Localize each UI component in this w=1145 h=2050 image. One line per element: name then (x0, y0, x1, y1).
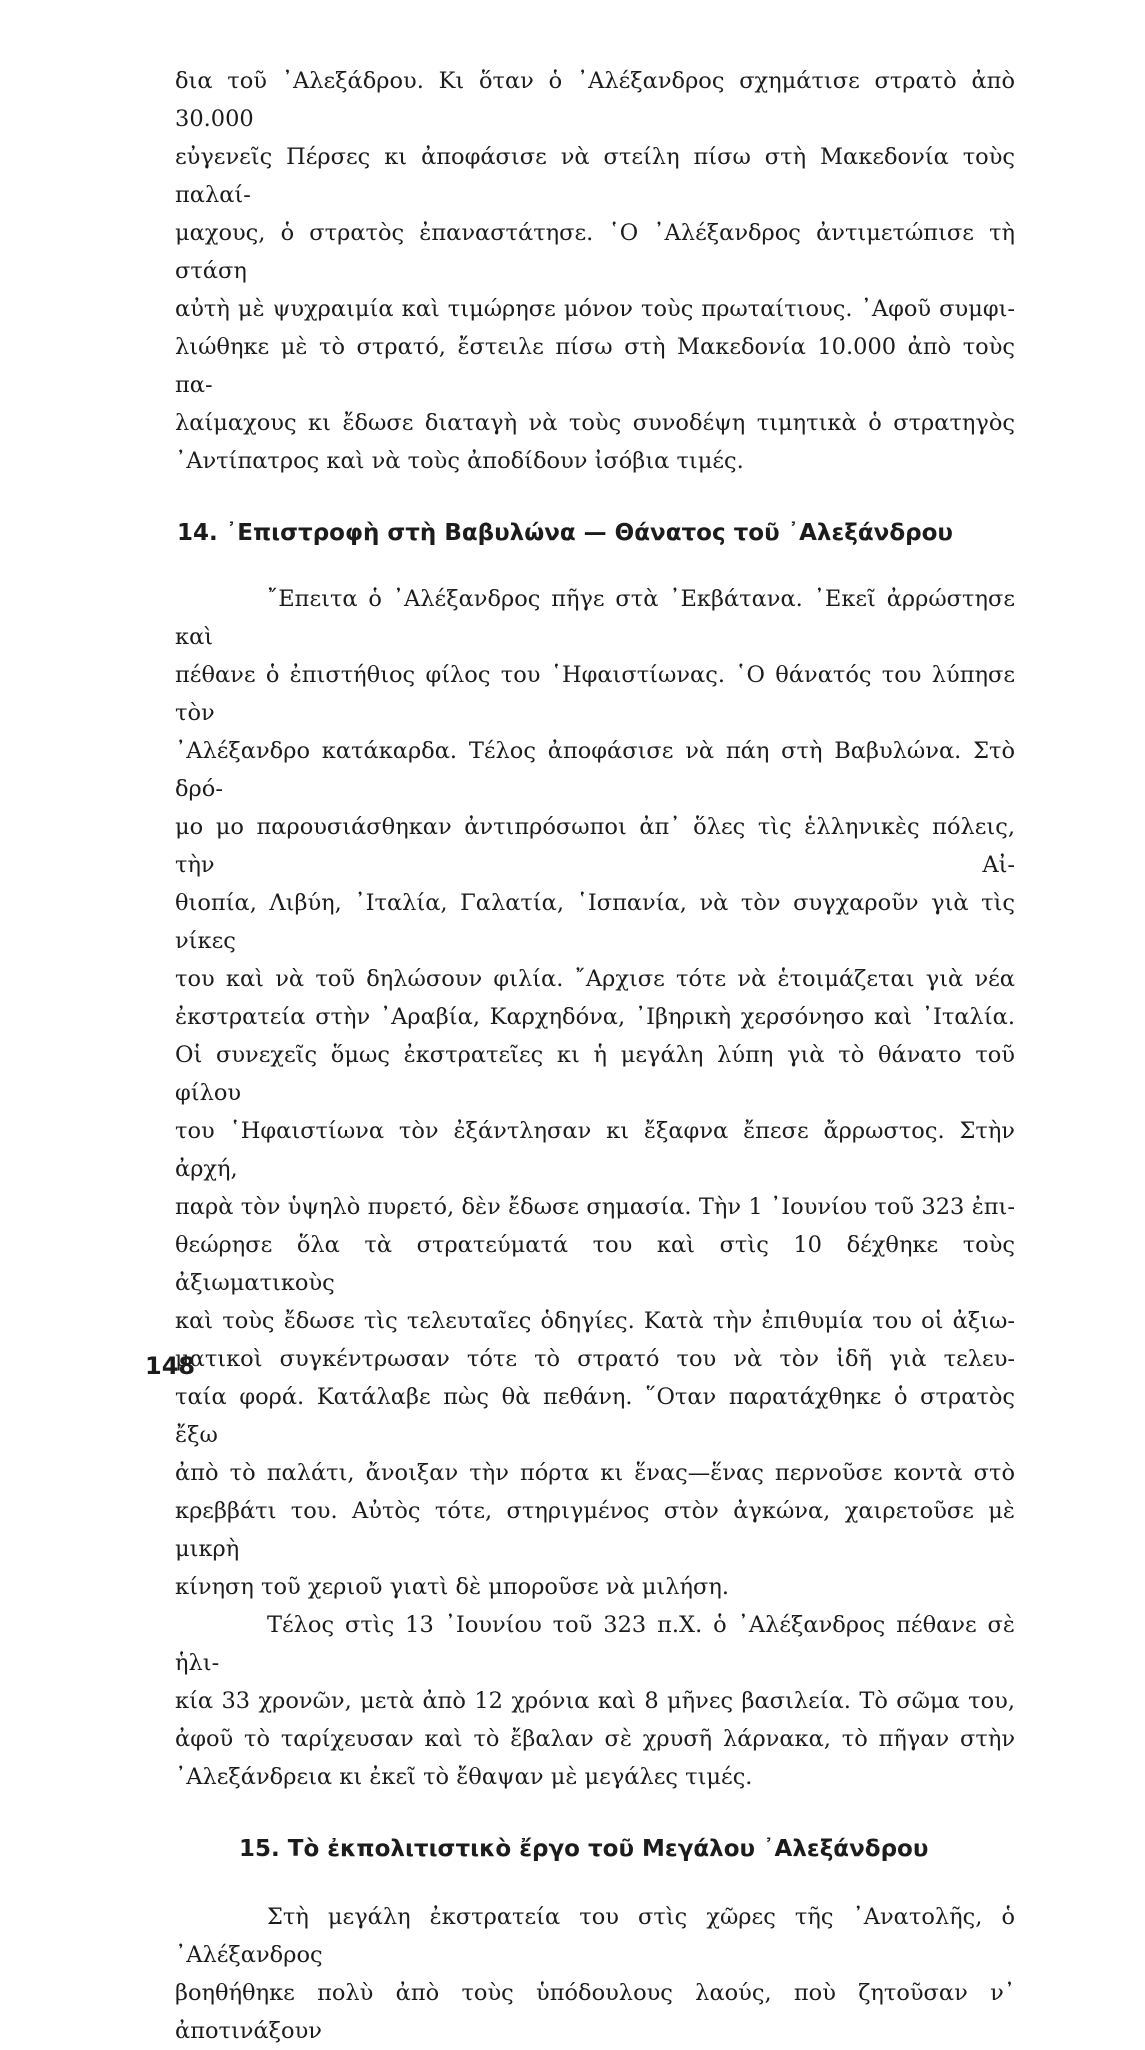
text-line: ἀφοῦ τὸ ταρίχευσαν καὶ τὸ ἔβαλαν σὲ χρυσῆ λάρνακα, τὸ πῆγαν στὴν (175, 1726, 1015, 1752)
text-line: του καὶ νὰ τοῦ δηλώσουν φιλία. ῎Αρχισε τότε νὰ ἑτοιμάζεται γιὰ νέα (175, 966, 1015, 992)
text-line: κία 33 χρονῶν, μετὰ ἀπὸ 12 χρόνια καὶ 8 μῆνες βασιλεία. Τὸ σῶμα του, (175, 1688, 1015, 1714)
section-number: 14. (177, 520, 218, 546)
page-number: 148 (145, 1352, 196, 1380)
text-line: κίνηση τοῦ χεριοῦ γιατὶ δὲ μποροῦσε νὰ μιλήση. (175, 1574, 730, 1600)
book-page (175, 62, 1015, 2050)
text-line: λαίμαχους κι ἔδωσε διαταγὴ νὰ τοὺς συνοδέψη τιμητικὰ ὁ στρατηγὸς (175, 410, 1015, 436)
text-line: μο μο παρουσιάσθηκαν ἀντιπρόσωποι ἀπ᾿ ὅλες τὶς ἑλληνικὲς πόλεις, τὴν Αἰ- (175, 814, 1015, 878)
text-line: καὶ τοὺς ἔδωσε τὶς τελευταῖες ὁδηγίες. Κατὰ τὴν ἐπιθυμία του οἱ ἀξιω- (175, 1308, 1015, 1334)
text-line: λιώθηκε μὲ τὸ στρατό, ἔστειλε πίσω στὴ Μακεδονία 10.000 ἀπὸ τοὺς πα- (175, 334, 1015, 398)
text-line: ἀπὸ τὸ παλάτι, ἄνοιξαν τὴν πόρτα κι ἕνας—ἕνας περνοῦσε κοντὰ στὸ (175, 1460, 1015, 1486)
text-line: ᾿Αλέξανδρο κατάκαρδα. Τέλος ἀποφάσισε νὰ πάη στὴ Βαβυλώνα. Στὸ δρό- (175, 738, 1015, 802)
paragraph-2 (175, 580, 1015, 1606)
text-line: Τέλος στὶς 13 ᾿Ιουνίου τοῦ 323 π.Χ. ὁ ᾿Αλέξανδρος πέθανε σὲ ἡλι- (175, 1612, 1015, 1676)
section-heading-15 (175, 1830, 1015, 1868)
section-number: 15. (239, 1836, 280, 1862)
text-line: εὐγενεῖς Πέρσες κι ἀποφάσισε νὰ στείλη πίσω στὴ Μακεδονία τοὺς παλαί- (175, 144, 1015, 208)
section-heading-14 (175, 514, 1015, 552)
text-line: δια τοῦ ᾿Αλεξάδρου. Κι ὅταν ὁ ᾿Αλέξανδρος σχημάτισε στρατὸ ἀπὸ 30.000 (175, 68, 1015, 132)
text-line: Οἱ συνεχεῖς ὅμως ἐκστρατεῖες κι ἡ μεγάλη λύπη γιὰ τὸ θάνατο τοῦ φίλου (175, 1042, 1015, 1106)
section-title: ᾿Επιστροφὴ στὴ Βαβυλώνα — Θάνατος τοῦ ᾿Αλεξάνδρου (225, 520, 953, 546)
paragraph-4 (175, 1898, 1015, 2050)
text-line: βοηθήθηκε πολὺ ἀπὸ τοὺς ὑπόδουλους λαούς, ποὺ ζητοῦσαν ν᾿ ἀποτινάξουν (175, 1980, 1015, 2044)
text-line: πέθανε ὁ ἐπιστήθιος φίλος του ῾Ηφαιστίωνας. ῾Ο θάνατός του λύπησε τὸν (175, 662, 1015, 726)
paragraph-3 (175, 1606, 1015, 1796)
paragraph-1 (175, 62, 1015, 480)
text-line: θεώρησε ὅλα τὰ στρατεύματά του καὶ στὶς 10 δέχθηκε τοὺς ἀξιωματικοὺς (175, 1232, 1015, 1296)
text-line: ἐκστρατεία στὴν ᾿Αραβία, Καρχηδόνα, ᾿Ιβηρικὴ χερσόνησο καὶ ᾿Ιταλία. (175, 1004, 1015, 1030)
text-line: ᾿Αλεξάνδρεια κι ἐκεῖ τὸ ἔθαψαν μὲ μεγάλες τιμές. (175, 1764, 753, 1790)
text-line: ῎Επειτα ὁ ᾿Αλέξανδρος πῆγε στὰ ᾿Εκβάτανα. ᾿Εκεῖ ἀρρώστησε καὶ (175, 586, 1015, 650)
text-line: ταία φορά. Κατάλαβε πὼς θὰ πεθάνη. ῞Οταν παρατάχθηκε ὁ στρατὸς ἔξω (175, 1384, 1015, 1448)
text-line: Στὴ μεγάλη ἐκστρατεία του στὶς χῶρες τῆς ᾿Ανατολῆς, ὁ ᾿Αλέξανδρος (175, 1904, 1015, 1968)
text-line: ματικοὶ συγκέντρωσαν τότε τὸ στρατό του νὰ τὸν ἰδῆ γιὰ τελευ- (175, 1346, 1015, 1372)
text-line: παρὰ τὸν ὑψηλὸ πυρετό, δὲν ἔδωσε σημασία. Τὴν 1 ᾿Ιουνίου τοῦ 323 ἐπι- (175, 1194, 1015, 1220)
text-line: αὐτὴ μὲ ψυχραιμία καὶ τιμώρησε μόνον τοὺς πρωταίτιους. ᾿Αφοῦ συμφι- (175, 296, 1015, 322)
text-line: θιοπία, Λιβύη, ᾿Ιταλία, Γαλατία, ῾Ισπανία, νὰ τὸν συγχαροῦν γιὰ τὶς νίκες (175, 890, 1015, 954)
text-line: ᾿Αντίπατρος καὶ νὰ τοὺς ἀποδίδουν ἰσόβια τιμές. (175, 448, 744, 474)
text-line: του ῾Ηφαιστίωνα τὸν ἐξάντλησαν κι ἔξαφνα ἔπεσε ἄρρωστος. Στὴν ἀρχή, (175, 1118, 1015, 1182)
text-line: μαχους, ὁ στρατὸς ἐπαναστάτησε. ῾Ο ᾿Αλέξανδρος ἀντιμετώπισε τὴ στάση (175, 220, 1015, 284)
text-line: κρεββάτι του. Αὐτὸς τότε, στηριγμένος στὸν ἀγκώνα, χαιρετοῦσε μὲ μικρὴ (175, 1498, 1015, 1562)
section-title: Τὸ ἐκπολιτιστικὸ ἔργο τοῦ Μεγάλου ᾿Αλεξάνδρου (287, 1836, 929, 1862)
